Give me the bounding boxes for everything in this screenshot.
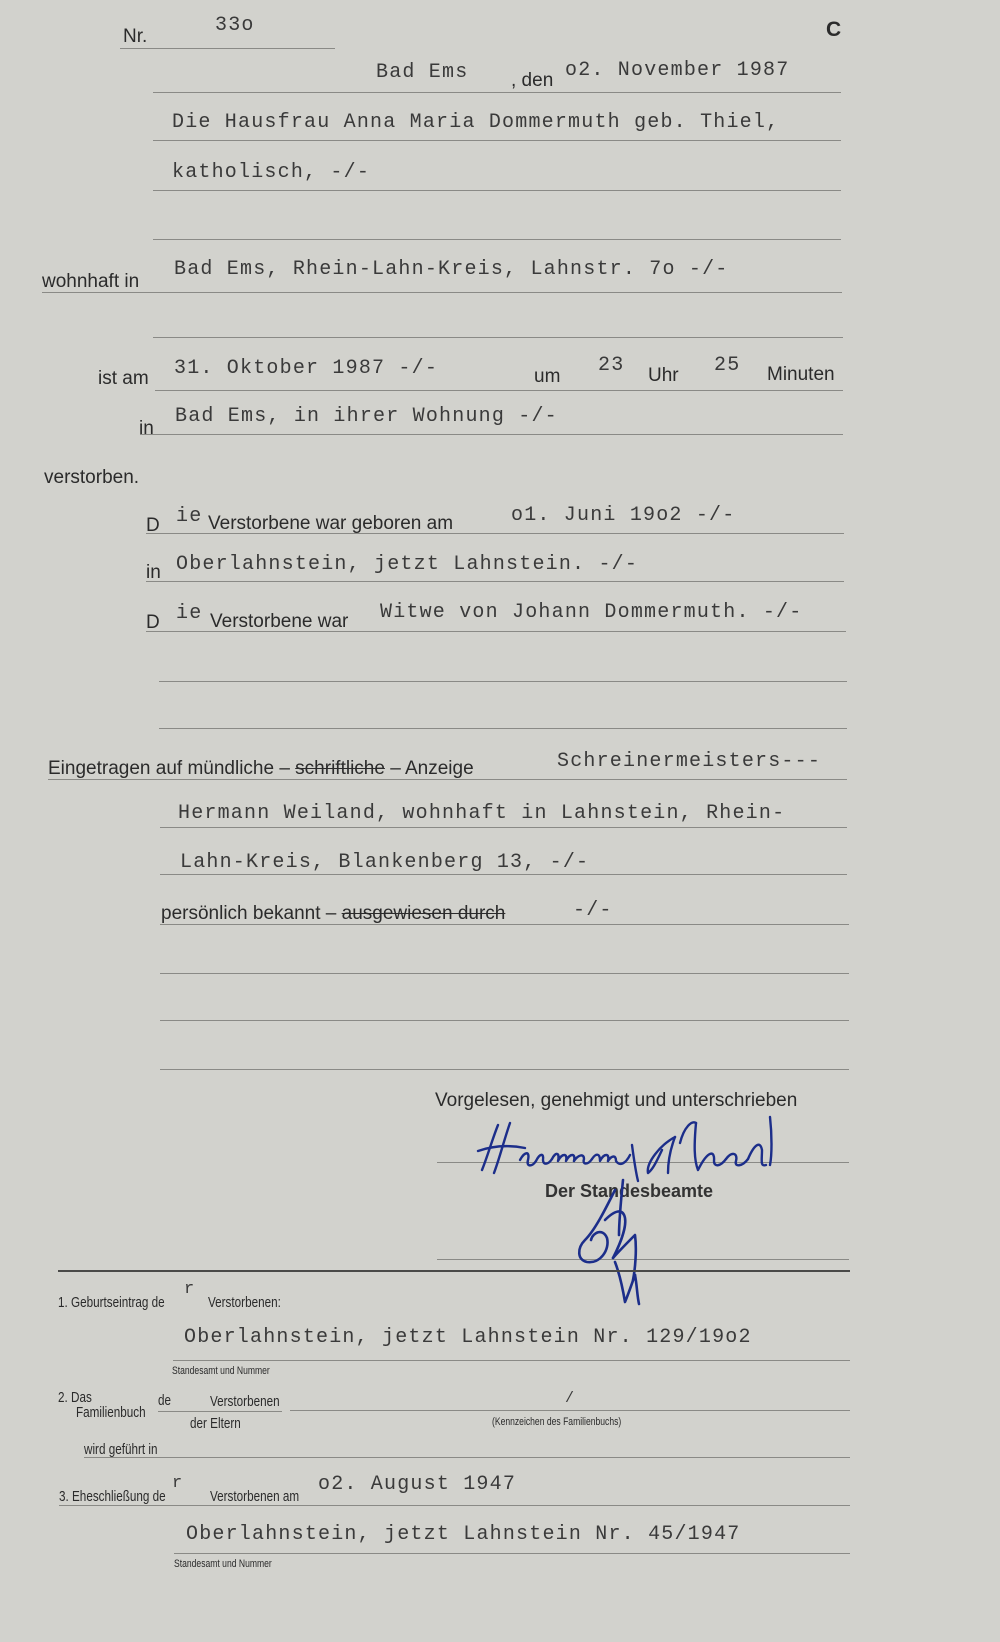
- footer-item3-label: 3. Eheschließung de: [59, 1488, 166, 1505]
- known-label: [161, 903, 505, 925]
- registry-date: o2. November 1987: [565, 59, 790, 82]
- status-d-label: D: [146, 612, 160, 633]
- residence-value: Bad Ems, Rhein-Lahn-Kreis, Lahnstr. 7o -/-: [174, 258, 729, 281]
- birth-date: o1. Juni 19o2 -/-: [511, 504, 736, 527]
- birth-place-underline: [146, 581, 844, 582]
- registration-label-pre: Eingetragen auf mündliche –: [48, 758, 290, 779]
- death-in-label: in: [139, 418, 154, 439]
- official-signature: [575, 1180, 665, 1310]
- known-label-struck: ausgewiesen durch: [341, 903, 506, 924]
- birth-d-label: D: [146, 515, 160, 536]
- birth-in-label: in: [146, 562, 161, 583]
- death-place: Bad Ems, in ihrer Wohnung -/-: [175, 405, 558, 428]
- registration-underline-3: [160, 874, 847, 875]
- footer-item2-slash: /: [565, 1390, 576, 1407]
- blank-underline-6: [160, 1020, 849, 1021]
- footer-item3-underline: [174, 1553, 850, 1554]
- death-hour: 23: [598, 354, 625, 377]
- residence-label: wohnhaft in: [42, 271, 140, 292]
- death-date-underline: [155, 390, 843, 391]
- blank-underline-4: [159, 728, 847, 729]
- known-typed: -/-: [573, 899, 613, 922]
- footer-item1-label2: Verstorbenen:: [208, 1294, 281, 1311]
- um-label: um: [534, 366, 561, 387]
- blank-underline-7: [160, 1069, 849, 1070]
- footer-item2-label-a: 2. Das: [58, 1389, 92, 1406]
- uhr-label: Uhr: [648, 365, 679, 386]
- known-underline: [160, 924, 849, 925]
- den-label: , den: [511, 70, 554, 91]
- status-value: Witwe von Johann Dommermuth. -/-: [380, 601, 803, 624]
- known-label-text: persönlich bekannt –: [161, 903, 337, 924]
- footer-item2-verstorbenen: Verstorbenen: [210, 1393, 280, 1410]
- informant-signature: [470, 1115, 810, 1185]
- person-line-2: katholisch, -/-: [172, 161, 371, 184]
- blank-underline-2: [153, 337, 843, 338]
- footer-item3-r: r: [172, 1474, 184, 1493]
- registration-underline-1: [48, 779, 847, 780]
- birth-ie-typed: ie: [176, 505, 203, 528]
- registration-underline-2: [160, 827, 847, 828]
- footer-item1-caption: Standesamt und Nummer: [172, 1365, 270, 1377]
- registration-line-3: Lahn-Kreis, Blankenberg 13, -/-: [180, 851, 590, 874]
- footer-item2-label-b: Familienbuch: [76, 1404, 146, 1421]
- form-letter: C: [826, 18, 842, 41]
- blank-underline-1: [153, 239, 841, 240]
- blank-underline-3: [159, 681, 847, 682]
- footer-item1-underline: [173, 1360, 850, 1361]
- footer-item1-label: 1. Geburtseintrag de: [58, 1294, 165, 1311]
- death-date: 31. Oktober 1987 -/-: [174, 357, 439, 380]
- footer-item1-value: Oberlahnstein, jetzt Lahnstein Nr. 129/19o2: [184, 1326, 752, 1349]
- person-underline-2: [153, 190, 841, 191]
- footer-separator: [58, 1270, 850, 1272]
- registration-label-struck: schriftliche: [295, 758, 385, 779]
- footer-item1-r: r: [184, 1280, 196, 1299]
- footer-item2-underline: [290, 1410, 850, 1411]
- footer-item2-eltern: der Eltern: [190, 1415, 241, 1432]
- death-minutes: 25: [714, 354, 741, 377]
- nr-label: Nr.: [123, 26, 148, 47]
- registration-label: [48, 758, 474, 780]
- status-ie-typed: ie: [176, 602, 203, 625]
- birth-place: Oberlahnstein, jetzt Lahnstein. -/-: [176, 553, 639, 576]
- blank-underline-5: [160, 973, 849, 974]
- official-label: Der Standesbeamte: [545, 1181, 714, 1201]
- residence-underline: [42, 292, 842, 293]
- nr-value: 33o: [215, 14, 255, 37]
- footer-item3-label2: Verstorbenen am: [210, 1488, 300, 1505]
- read-approved-label: Vorgelesen, genehmigt und unterschrieben: [435, 1090, 798, 1111]
- footer-item3-date-underline: [59, 1505, 850, 1506]
- birth-date-underline: [146, 533, 844, 534]
- registration-label-post: – Anzeige: [390, 758, 474, 779]
- registry-place: Bad Ems: [376, 61, 469, 84]
- footer-item2-wird-underline: [84, 1457, 850, 1458]
- place-date-underline: [153, 92, 841, 93]
- registration-line-2: Hermann Weiland, wohnhaft in Lahnstein, Rhein-: [178, 802, 786, 825]
- person-underline-1: [153, 140, 841, 141]
- registration-line-1: Schreinermeisters---: [557, 750, 822, 773]
- footer-item2-de: de: [158, 1392, 172, 1409]
- birth-label: Verstorbene war geboren am: [208, 513, 454, 534]
- footer-item3-caption: Standesamt und Nummer: [174, 1558, 272, 1570]
- verstorben-label: verstorben.: [44, 467, 140, 488]
- footer-item2-split-line: [158, 1411, 282, 1412]
- status-label: Verstorbene war: [210, 611, 349, 632]
- status-underline: [146, 631, 846, 632]
- ist-am-label: ist am: [98, 368, 149, 389]
- person-line-1: Die Hausfrau Anna Maria Dommermuth geb. Thiel,: [172, 111, 780, 134]
- footer-item2-wird: wird geführt in: [84, 1441, 158, 1458]
- minuten-label: Minuten: [767, 364, 835, 385]
- footer-item3-date: o2. August 1947: [318, 1473, 517, 1496]
- footer-item3-value: Oberlahnstein, jetzt Lahnstein Nr. 45/1947: [186, 1523, 741, 1546]
- footer-item2-caption: (Kennzeichen des Familienbuchs): [492, 1416, 622, 1428]
- death-place-underline: [140, 434, 843, 435]
- nr-underline: [120, 48, 335, 49]
